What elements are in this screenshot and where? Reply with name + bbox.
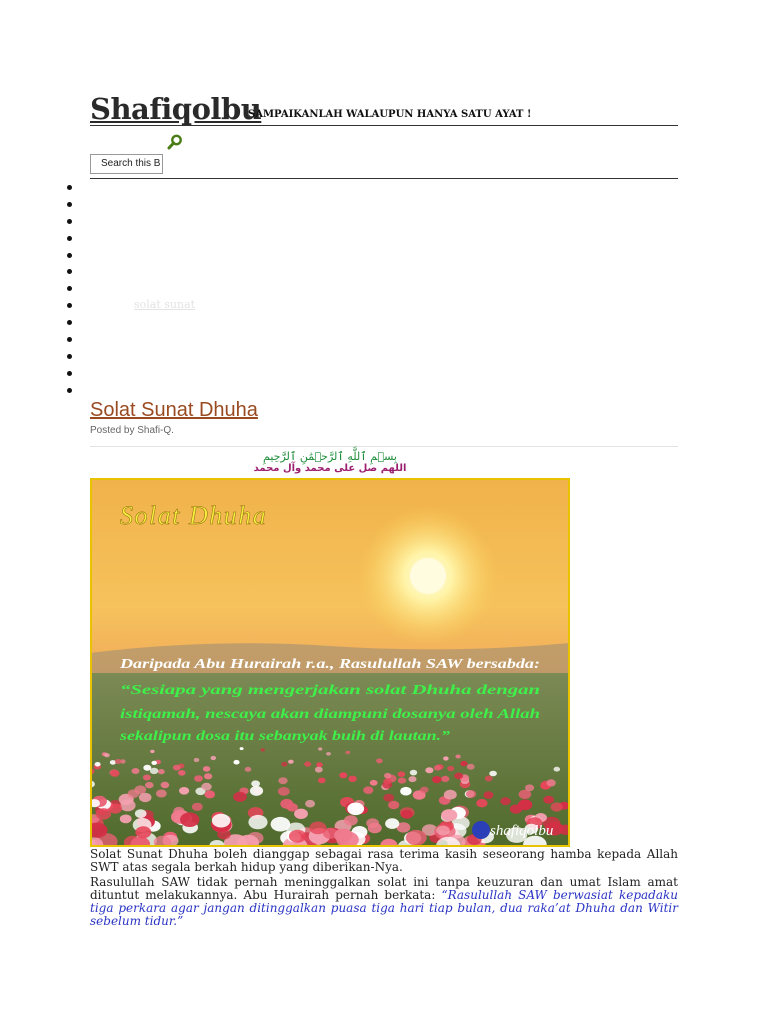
nav-list-item[interactable] xyxy=(66,300,74,317)
nav-list-item[interactable] xyxy=(66,283,74,300)
nav-link-solat-sunat[interactable]: solat sunat xyxy=(134,298,196,311)
post-author: Posted by Shafi-Q. xyxy=(90,425,174,436)
nav-list xyxy=(66,182,74,402)
hadith-line-3: sekalipun dosa itu sebanyak buih di lautan.” xyxy=(118,728,451,743)
nav-list-item[interactable] xyxy=(66,317,74,334)
hadith-line-1: “Sesiapa yang mengerjakan solat Dhuha dengan xyxy=(120,682,540,697)
bismillah-text: بِسۡمِ ٱللَّهِ ٱلرَّحۡمَٰنِ ٱلرَّحِيمِ xyxy=(263,450,397,463)
nav-list-item[interactable] xyxy=(66,368,74,385)
post-paragraph-1: Solat Sunat Dhuha boleh dianggap sebagai rasa terima kasih seseorang hamba kepada Allah SWT atas segala berkah hidup yang diberikan-Nya. xyxy=(90,847,678,874)
post-paragraph-2 xyxy=(90,876,678,928)
watermark-logo-icon xyxy=(472,821,490,839)
salawat-text: اللهم صل على محمد وآل محمد xyxy=(253,463,407,474)
nav-list-item[interactable] xyxy=(66,216,74,233)
nav-list-item[interactable] xyxy=(66,182,74,199)
hadith-line-2: istiqamah, nescaya akan diampuni dosanya oleh Allah xyxy=(120,706,540,721)
nav-list-item[interactable] xyxy=(66,199,74,216)
post-title[interactable]: Solat Sunat Dhuha xyxy=(90,399,258,421)
search-icon[interactable] xyxy=(166,133,184,151)
image-watermark: shafiqolbu xyxy=(490,823,554,839)
hadith-quote: “Rasulullah SAW berwasiat kepadaku tiga perkara agar jangan ditinggalkan puasa tiga hari tiap bulan, dua raka’at Dhuha dan Witir sebelum tidur.” xyxy=(90,888,678,928)
hadith-intro: Daripada Abu Hurairah r.a., Rasulullah SAW bersabda: xyxy=(118,656,541,671)
nav-list-item[interactable] xyxy=(66,266,74,283)
paragraph-2-text: Rasulullah SAW tidak pernah meninggalkan solat ini tanpa keuzuran dan umat Islam amat dituntut melakukannya. Abu Hurairah pernah berkata: xyxy=(90,875,678,902)
post-divider xyxy=(90,446,678,447)
nav-list-item[interactable] xyxy=(66,334,74,351)
search-input[interactable]: Search this B xyxy=(90,154,163,174)
site-title[interactable]: Shafiqolbu xyxy=(90,92,262,126)
search-divider xyxy=(90,178,678,179)
header-divider xyxy=(90,125,678,126)
nav-list-item[interactable] xyxy=(66,385,74,402)
nav-list-item[interactable] xyxy=(66,250,74,267)
nav-list-item[interactable] xyxy=(66,233,74,250)
nav-list-item[interactable] xyxy=(66,351,74,368)
image-heading: Solat Dhuha xyxy=(120,501,268,530)
site-tagline: SAMPAIKANLAH WALAUPUN HANYA SATU AYAT ! xyxy=(248,109,532,120)
post-image xyxy=(90,478,570,847)
